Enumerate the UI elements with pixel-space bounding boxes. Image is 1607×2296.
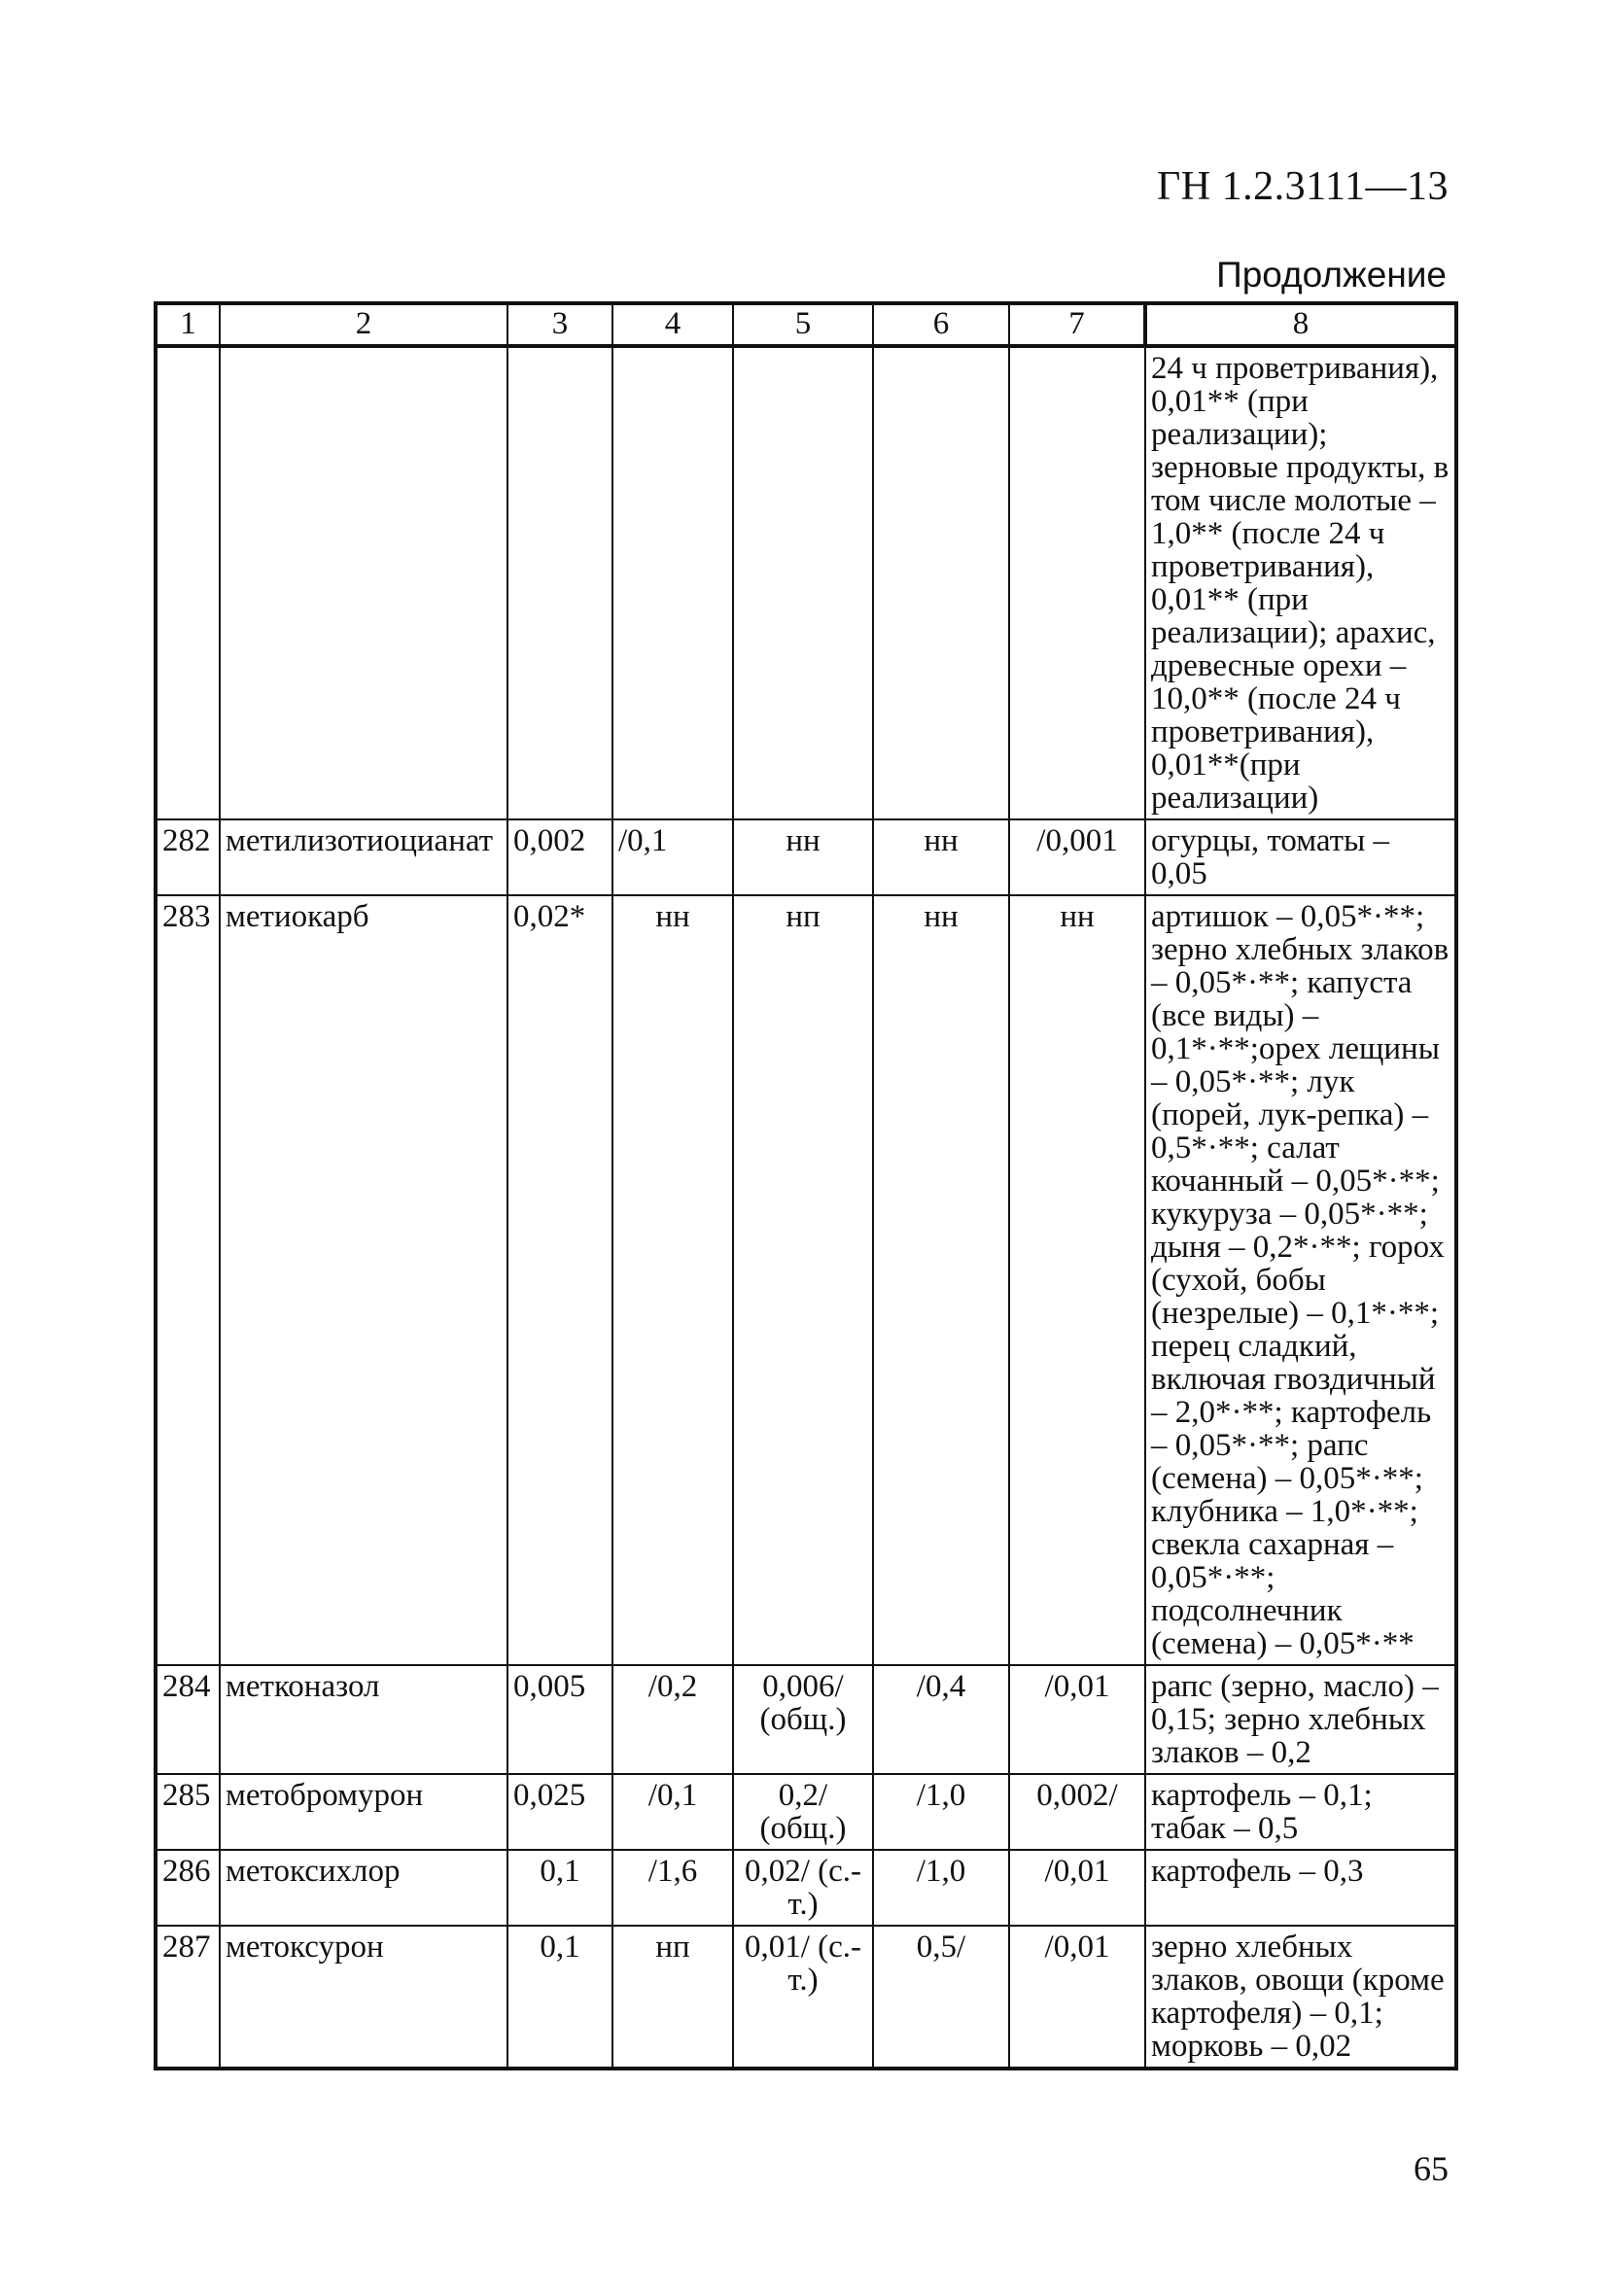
table-cell-residues: картофель – 0,1; табак – 0,5: [1145, 1774, 1456, 1850]
table-cell: [733, 346, 873, 819]
row-number: 287: [156, 1926, 220, 2069]
column-header: 6: [873, 303, 1009, 346]
table-cell: 0,02/ (с.-т.): [733, 1850, 873, 1926]
table-cell-residues: рапс (зерно, масло) – 0,15; зерно хлебных злаков – 0,2: [1145, 1665, 1456, 1774]
table-cell: нн: [612, 895, 733, 1665]
table-cell-residues: зерно хлебных злаков, овощи (кроме картофеля) – 0,1; морковь – 0,02: [1145, 1926, 1456, 2069]
table-cell-residues: картофель – 0,3: [1145, 1850, 1456, 1926]
table-cell: [1009, 346, 1145, 819]
row-number: 283: [156, 895, 220, 1665]
table-cell: /0,01: [1009, 1665, 1145, 1774]
table-row: [156, 1926, 1456, 2069]
table-cell: /1,0: [873, 1850, 1009, 1926]
table-cell: /0,001: [1009, 819, 1145, 895]
table-cell: [156, 346, 220, 819]
table-cell: 0,005: [507, 1665, 612, 1774]
table-cell: 0,1: [507, 1926, 612, 2069]
table-cell: /0,01: [1009, 1850, 1145, 1926]
table-cell: 0,1: [507, 1850, 612, 1926]
column-header: 2: [220, 303, 507, 346]
table-cell: [507, 346, 612, 819]
column-header: 4: [612, 303, 733, 346]
table-cell: 0,5/: [873, 1926, 1009, 2069]
table-cell: /0,4: [873, 1665, 1009, 1774]
column-header: 3: [507, 303, 612, 346]
substance-name: метилизотиоцианат: [220, 819, 507, 895]
table-cell: /0,2: [612, 1665, 733, 1774]
table-cell: [873, 346, 1009, 819]
table-row: [156, 819, 1456, 895]
table-cell-residues: 24 ч проветривания), 0,01** (при реализации); зерновые продукты, в том числе молотые – 1,0** (после 24 ч проветривания), 0,01** (при реализации); арахис, древесные орехи – 10,0** (после 24 ч проветривания), 0,01**(при реализации): [1145, 346, 1456, 819]
column-header: 8: [1145, 303, 1456, 346]
table-cell: 0,01/ (с.-т.): [733, 1926, 873, 2069]
row-number: 285: [156, 1774, 220, 1850]
table-cell: /1,6: [612, 1850, 733, 1926]
column-header: 1: [156, 303, 220, 346]
table-cell-residues: огурцы, томаты – 0,05: [1145, 819, 1456, 895]
row-number: 284: [156, 1665, 220, 1774]
document-code: ГН 1.2.3111—13: [1157, 164, 1449, 209]
table-row: [156, 1774, 1456, 1850]
table-cell: нн: [873, 819, 1009, 895]
row-number: 286: [156, 1850, 220, 1926]
column-header: 5: [733, 303, 873, 346]
column-header: 7: [1009, 303, 1145, 346]
table-cell-residues: артишок – 0,05*·**; зерно хлебных злаков – 0,05*·**; капуста (все виды) – 0,1*·**;орех лещины – 0,05*·**; лук (порей, лук-репка) – 0,5*·**; салат кочанный – 0,05*·**; кукуруза – 0,05*·**; дыня – 0,2*·**; горох (сухой, бобы (незрелые) – 0,1*·**; перец сладкий, включая гвоздичный – 2,0*·**; картофель – 0,05*·**; рапс (семена) – 0,05*·**; клубника – 1,0*·**; свекла сахарная – 0,05*·**; подсолнечник (семена) – 0,05*·**: [1145, 895, 1456, 1665]
table-cell: 0,025: [507, 1774, 612, 1850]
table-cell: нн: [733, 819, 873, 895]
table-cell: [612, 346, 733, 819]
table-row-continued: [156, 346, 1456, 819]
table-cell: [220, 346, 507, 819]
table-cell: /0,01: [1009, 1926, 1145, 2069]
table-cell: /1,0: [873, 1774, 1009, 1850]
table-row: [156, 1850, 1456, 1926]
table-cell: 0,002: [507, 819, 612, 895]
table-cell: нн: [873, 895, 1009, 1665]
table-cell: /0,1: [612, 1774, 733, 1850]
table-row: [156, 1665, 1456, 1774]
table-cell: нн: [1009, 895, 1145, 1665]
table-cell: нп: [733, 895, 873, 1665]
substance-name: метоксихлор: [220, 1850, 507, 1926]
row-number: 282: [156, 819, 220, 895]
table-cell: 0,02*: [507, 895, 612, 1665]
table-header-row: [156, 303, 1456, 346]
page-number: 65: [1414, 2149, 1449, 2188]
table-cell: 0,006/ (общ.): [733, 1665, 873, 1774]
substance-name: метконазол: [220, 1665, 507, 1774]
data-table: [154, 301, 1458, 2070]
table-cell: /0,1: [612, 819, 733, 895]
table-cell: 0,002/: [1009, 1774, 1145, 1850]
table-row: [156, 895, 1456, 1665]
substance-name: метиокарб: [220, 895, 507, 1665]
substance-name: метоксурон: [220, 1926, 507, 2069]
table-cell: 0,2/ (общ.): [733, 1774, 873, 1850]
table-cell: нп: [612, 1926, 733, 2069]
continuation-label: Продолжение: [1216, 255, 1447, 295]
substance-name: метобромурон: [220, 1774, 507, 1850]
